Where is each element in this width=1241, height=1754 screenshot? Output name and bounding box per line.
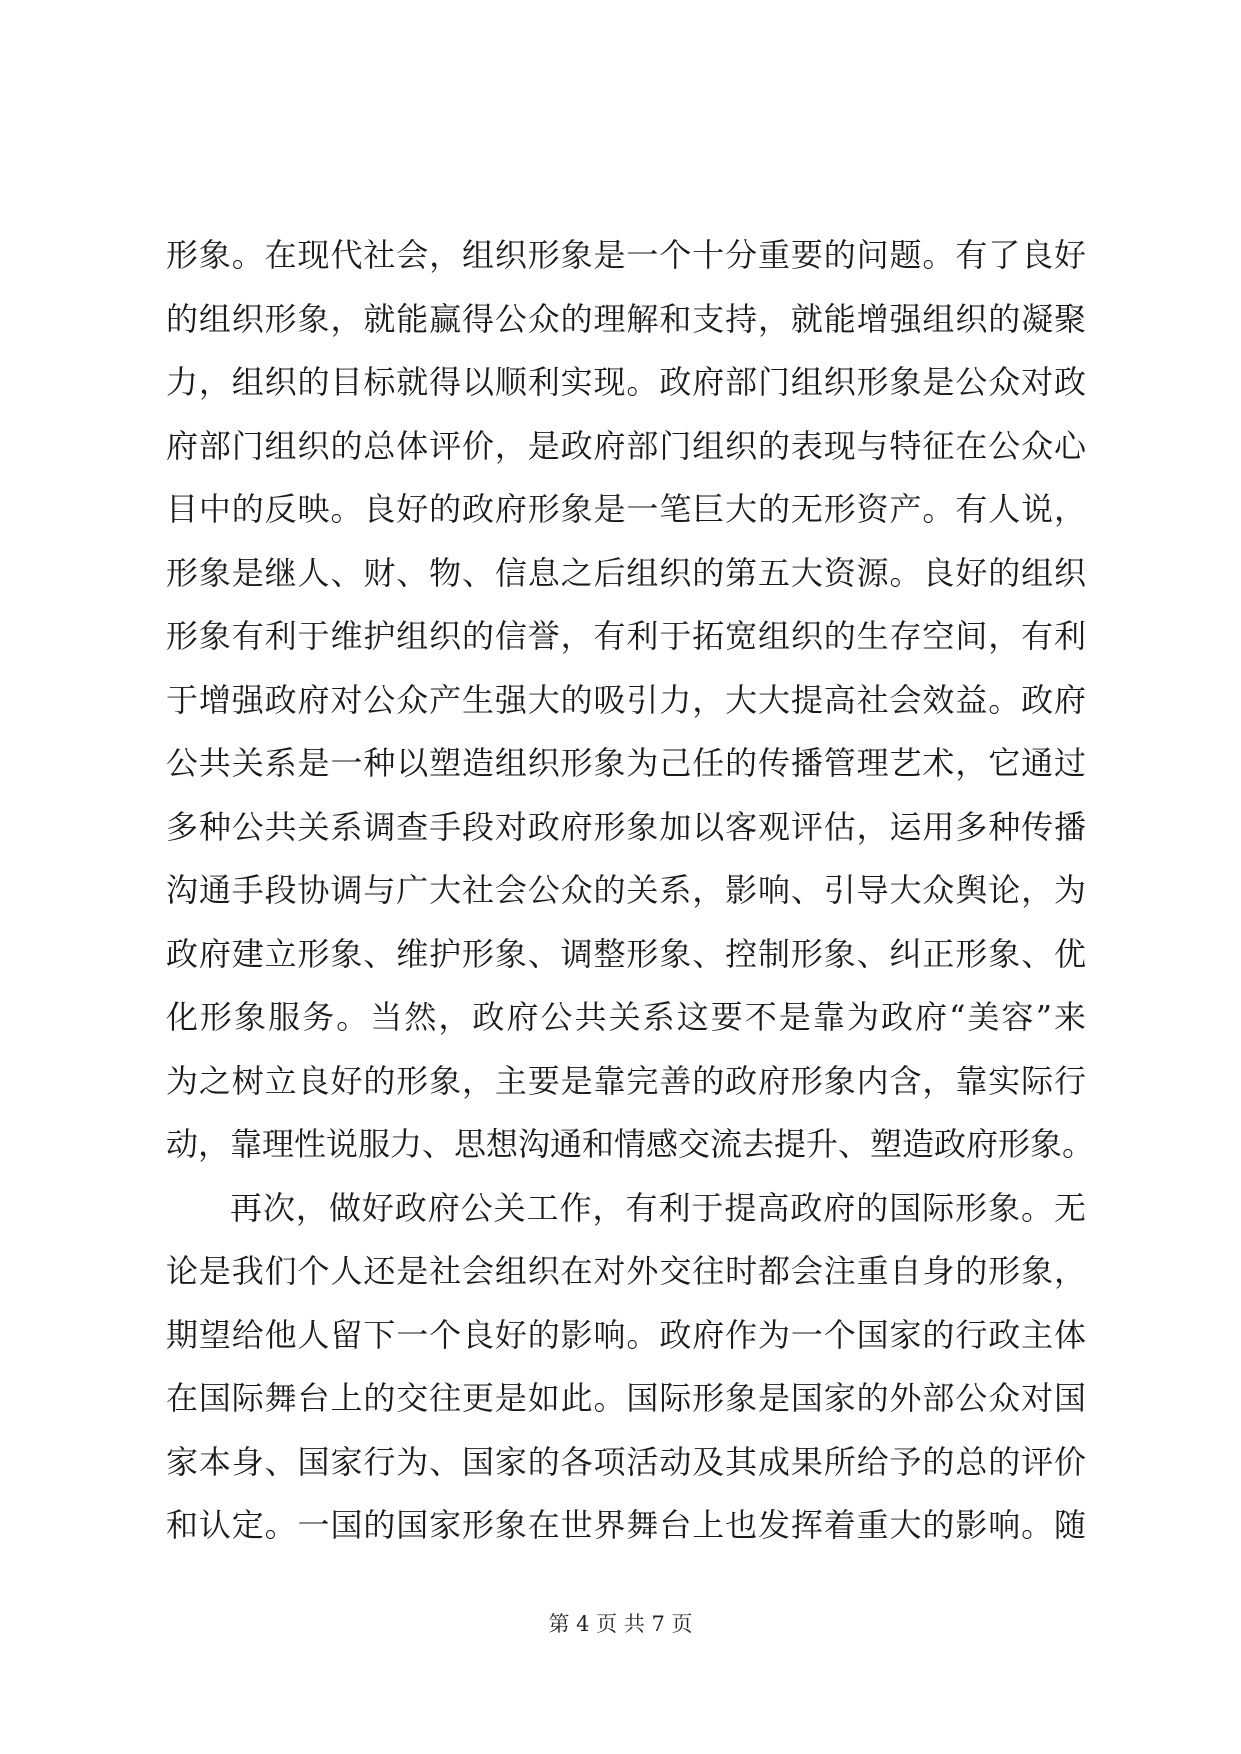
text-line: 于增强政府对公众产生强大的吸引力，大大提高社会效益。政府 <box>166 680 1086 719</box>
text-line: 为之树立良好的形象，主要是靠完善的政府形象内含，靠实际行 <box>166 1061 1086 1100</box>
text-line: 和认定。一国的国家形象在世界舞台上也发挥着重大的影响。随 <box>166 1506 1086 1544</box>
text-line: 动，靠理性说服力、思想沟通和情感交流去提升、塑造政府形象。 <box>166 1125 1095 1163</box>
text-line: 形象。在现代社会，组织形象是一个十分重要的问题。有了良好 <box>166 236 1086 274</box>
text-line: 府部门组织的总体评价，是政府部门组织的表现与特征在公众心 <box>166 426 1086 465</box>
text-line: 化形象服务。当然，政府公共关系这要不是靠为政府“美容”来 <box>166 998 1086 1036</box>
text-line: 公共关系是一种以塑造组织形象为己任的传播管理艺术，它通过 <box>166 744 1086 782</box>
text-line: 的组织形象，就能赢得公众的理解和支持，就能增强组织的凝聚 <box>166 299 1086 338</box>
paragraph-first-line: 再次，做好政府公关工作，有利于提高政府的国际形象。无 <box>230 1188 1086 1227</box>
body-text <box>166 224 1095 1558</box>
text-line: 力，组织的目标就得以顺利实现。政府部门组织形象是公众对政 <box>166 363 1086 401</box>
text-line: 沟通手段协调与广大社会公众的关系，影响、引导大众舆论，为 <box>166 871 1086 909</box>
text-line: 目中的反映。良好的政府形象是一笔巨大的无形资产。有人说， <box>166 490 1086 528</box>
text-line: 多种公共关系调查手段对政府形象加以客观评估，运用多种传播 <box>166 807 1086 846</box>
text-line: 在国际舞台上的交往更是如此。国际形象是国家的外部公众对国 <box>166 1379 1086 1417</box>
page-number-footer: 第 4 页 共 7 页 <box>548 1612 693 1636</box>
text-line: 形象有利于维护组织的信誉，有利于拓宽组织的生存空间，有利 <box>166 617 1086 655</box>
text-line: 政府建立形象、维护形象、调整形象、控制形象、纠正形象、优 <box>166 934 1086 973</box>
text-line: 形象是继人、财、物、信息之后组织的第五大资源。良好的组织 <box>166 553 1086 592</box>
text-line: 期望给他人留下一个良好的影响。政府作为一个国家的行政主体 <box>166 1315 1086 1354</box>
text-line: 论是我们个人还是社会组织在对外交往时都会注重自身的形象， <box>166 1252 1086 1290</box>
text-line: 家本身、国家行为、国家的各项活动及其成果所给予的总的评价 <box>166 1442 1086 1481</box>
